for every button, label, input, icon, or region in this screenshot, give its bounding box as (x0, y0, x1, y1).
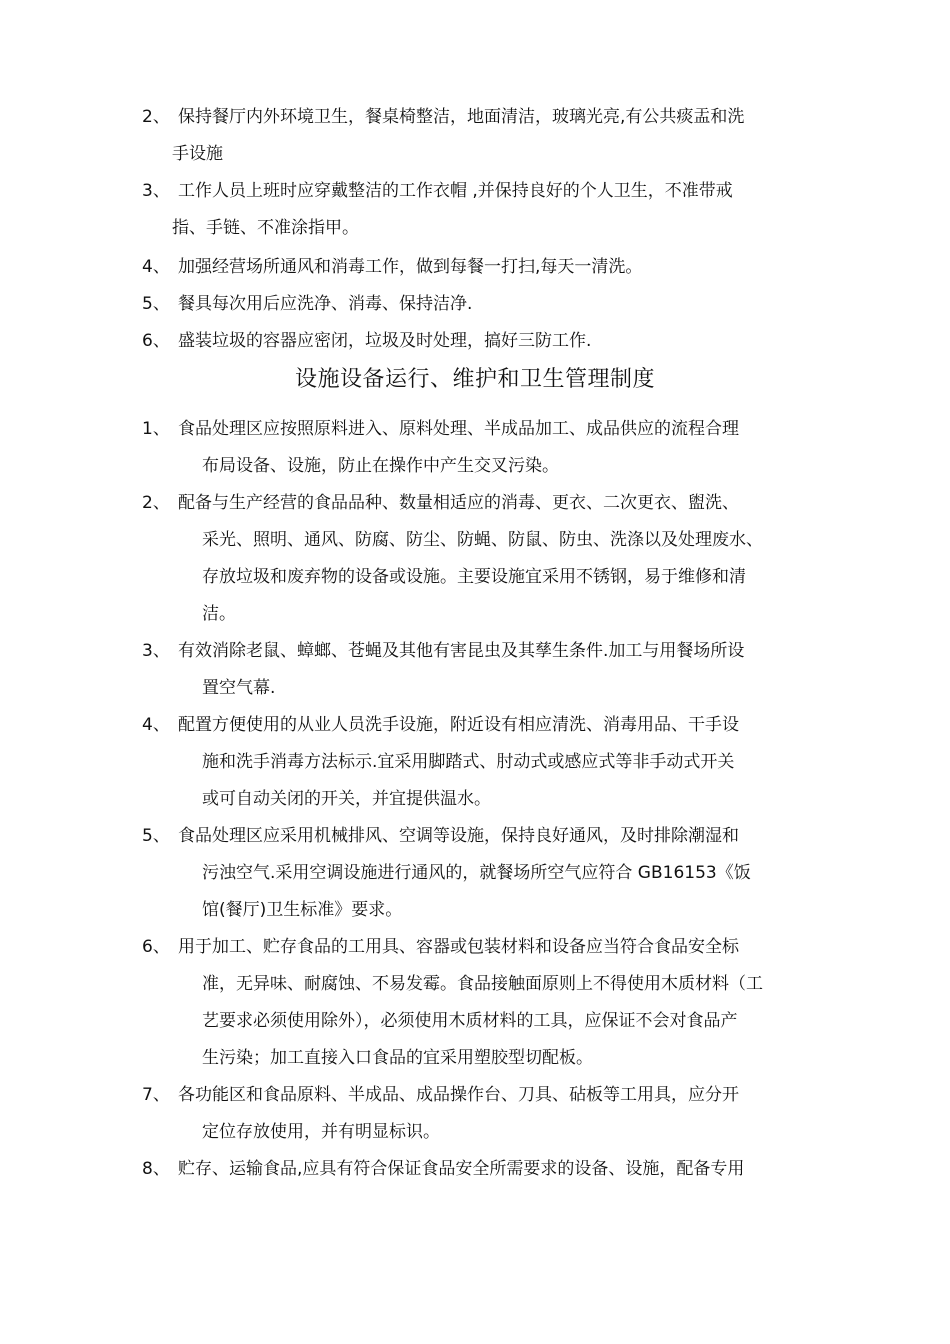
item-text: 食品处理区应采用机械排风、空调等设施，保持良好通风，及时排除潮湿和 (178, 826, 739, 846)
item-text: 餐具每次用后应洗净、消毒、保持洁净. (178, 294, 473, 314)
item-first-line (142, 323, 591, 360)
item-first-line (142, 818, 751, 855)
item-text: 污浊空气.采用空调设施进行通风的，就餐场所空气应符合 GB16153《饭 (202, 863, 751, 883)
item-text: 布局设备、设施，防止在操作中产生交叉污染。 (202, 456, 559, 476)
item-text: 准，无异味、耐腐蚀、不易发霉。食品接触面原则上不得使用木质材料（工 (202, 974, 763, 994)
item-text: 有效消除老鼠、蟑螂、苍蝇及其他有害昆虫及其孳生条件.加工与用餐场所设 (178, 641, 745, 661)
item-continuation-line (142, 210, 733, 247)
section1-list-item (142, 249, 642, 286)
item-continuation-line (142, 522, 763, 559)
item-text: 置空气幕. (202, 678, 276, 698)
item-text: 食品处理区应按照原料进入、原料处理、半成品加工、成品供应的流程合理 (178, 419, 739, 439)
section1-list-item (142, 173, 733, 247)
item-continuation-line (142, 892, 751, 929)
section2-list-item (142, 818, 751, 929)
section2-list-item (142, 707, 739, 818)
section1-list-item (142, 323, 591, 360)
item-text: 采光、照明、通风、防腐、防尘、防蝇、防鼠、防虫、洗涤以及处理废水、 (202, 530, 763, 550)
item-number: 4、 (142, 257, 170, 277)
item-text: 各功能区和食品原料、半成品、成品操作台、刀具、砧板等工用具，应分开 (178, 1085, 739, 1105)
item-text: 馆(餐厅)卫生标准》要求。 (202, 900, 403, 920)
item-number: 2、 (142, 493, 170, 513)
item-first-line (142, 485, 763, 522)
item-continuation-line (142, 1040, 763, 1077)
item-text: 指、手链、不准涂指甲。 (172, 218, 359, 238)
item-continuation-line (142, 448, 739, 485)
item-continuation-line (142, 744, 739, 781)
item-text: 保持餐厅内外环境卫生，餐桌椅整洁，地面清洁，玻璃光亮,有公共痰盂和洗 (178, 107, 745, 127)
item-number: 1、 (142, 419, 170, 439)
item-continuation-line (142, 1003, 763, 1040)
item-first-line (142, 286, 472, 323)
item-number: 6、 (142, 331, 170, 351)
section2-list-item (142, 485, 763, 633)
item-continuation-line (142, 136, 744, 173)
item-number: 4、 (142, 715, 170, 735)
item-continuation-line (142, 596, 763, 633)
item-text: 用于加工、贮存食品的工用具、容器或包装材料和设备应当符合食品安全标 (178, 937, 739, 957)
item-number: 6、 (142, 937, 170, 957)
section2-list-item (142, 633, 744, 707)
item-text: 工作人员上班时应穿戴整洁的工作衣帽 ,并保持良好的个人卫生，不准带戒 (178, 181, 733, 201)
item-number: 7、 (142, 1085, 170, 1105)
item-first-line (142, 1077, 739, 1114)
item-continuation-line (142, 781, 739, 818)
item-text: 加强经营场所通风和消毒工作，做到每餐一打扫,每天一清洗。 (178, 257, 643, 277)
section2-list-item (142, 1077, 739, 1151)
item-continuation-line (142, 559, 763, 596)
item-continuation-line (142, 855, 751, 892)
item-continuation-line (142, 1114, 739, 1151)
item-text: 生污染；加工直接入口食品的宜采用塑胶型切配板。 (202, 1048, 593, 1068)
item-continuation-line (142, 966, 763, 1003)
item-first-line (142, 633, 744, 670)
item-text: 盛装垃圾的容器应密闭，垃圾及时处理，搞好三防工作. (178, 331, 592, 351)
item-text: 艺要求必须使用除外），必须使用木质材料的工具，应保证不会对食品产 (202, 1011, 738, 1031)
section1-list-item (142, 286, 472, 323)
item-text: 配备与生产经营的食品品种、数量相适应的消毒、更衣、二次更衣、盥洗、 (178, 493, 739, 513)
item-first-line (142, 411, 739, 448)
item-first-line (142, 929, 763, 966)
item-number: 3、 (142, 641, 170, 661)
item-text: 洁。 (202, 604, 236, 624)
item-number: 5、 (142, 294, 170, 314)
item-first-line (142, 173, 733, 210)
section1-list-item (142, 99, 744, 173)
item-text: 或可自动关闭的开关，并宜提供温水。 (202, 789, 491, 809)
section2-list-item (142, 411, 739, 485)
item-first-line (142, 249, 642, 286)
item-first-line (142, 1151, 744, 1188)
item-text: 配置方便使用的从业人员洗手设施，附近设有相应清洗、消毒用品、干手设 (178, 715, 739, 735)
section2-list-item (142, 1151, 744, 1188)
item-number: 8、 (142, 1159, 170, 1179)
item-text: 贮存、运输食品,应具有符合保证食品安全所需要求的设备、设施，配备专用 (178, 1159, 745, 1179)
item-number: 5、 (142, 826, 170, 846)
item-continuation-line (142, 670, 744, 707)
item-text: 存放垃圾和废弃物的设备或设施。主要设施宜采用不锈钢，易于维修和清 (202, 567, 746, 587)
section-title: 设施设备运行、维护和卫生管理制度 (294, 367, 655, 392)
item-text: 手设施 (172, 144, 223, 164)
item-number: 2、 (142, 107, 170, 127)
item-text: 定位存放使用，并有明显标识。 (202, 1122, 440, 1142)
item-text: 施和洗手消毒方法标示.宜采用脚踏式、肘动式或感应式等非手动式开关 (202, 752, 735, 772)
item-number: 3、 (142, 181, 170, 201)
item-first-line (142, 99, 744, 136)
item-first-line (142, 707, 739, 744)
section2-list-item (142, 929, 763, 1077)
